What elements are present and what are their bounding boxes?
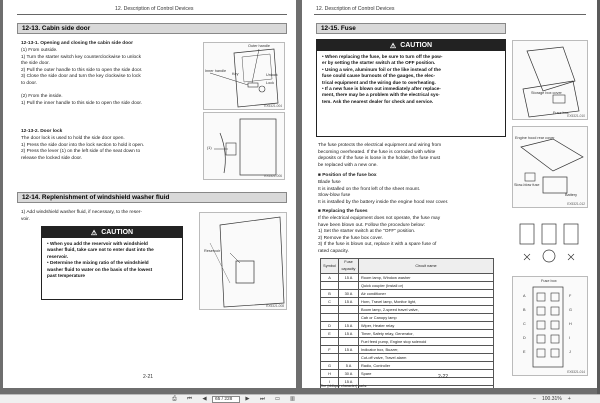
reservoir-illustration	[200, 213, 288, 311]
two-page-icon[interactable]: ▥	[289, 396, 296, 402]
label-key: Key	[232, 72, 239, 76]
fuse-slot	[551, 307, 559, 315]
label-engine-hood: Engine hood rear cover	[515, 136, 555, 140]
caution-label: CAUTION	[101, 229, 134, 236]
cell-symbol	[321, 338, 339, 346]
fuse-letter: F	[569, 294, 572, 298]
label-slow-blow: Slow-blow fuse	[514, 183, 540, 187]
fuse-letter: B	[523, 308, 526, 312]
cell-circuit: Timer, Safety relay, Generator,	[359, 330, 494, 338]
fuse-slot	[537, 293, 545, 301]
zoom-out-icon[interactable]: −	[532, 396, 537, 402]
label-lock: Lock	[266, 81, 275, 85]
cell-circuit: Radio, Controller	[359, 362, 494, 370]
figure-code: EX5321-004	[264, 104, 282, 108]
label-storage-box-cover: Storage box cover	[531, 91, 562, 95]
page-header: 12. Description of Control Devices	[316, 6, 395, 12]
table-row	[321, 330, 494, 338]
fuse-slot	[551, 349, 559, 357]
fuse-slot	[537, 307, 545, 315]
door-lock-illustration	[204, 113, 286, 181]
fuse-puller-illustration	[512, 214, 588, 272]
cell-circuit: Indicator box, Buzzer,	[359, 346, 494, 354]
section-title-washer-fluid: 12-14. Replenishment of windshield washer fluid	[17, 192, 287, 203]
caution-text: • When you add the reservoir with windshield washer fluid, take care not to enter dust into the reservoir. • Determine the mixing ratio of the windshield washer fluid to water on the basis of the lowest past temperature	[47, 241, 154, 279]
figure-door-lock	[203, 112, 285, 180]
fuse-intro-text: The fuse protects the electrical equipment and wiring from becoming overheated. If the fuse is corroded with white deposits or if the fuse is loose in the holder, the fuse must be replaced with a new one.	[318, 143, 442, 168]
cell-circuit: Room lamp, Window washer	[359, 274, 494, 282]
fuse-slot	[537, 335, 545, 343]
fuse-letter: E	[523, 350, 526, 354]
viewer-toolbar	[0, 394, 600, 403]
seat-mount-illustration	[513, 41, 589, 121]
cell-circuit: Fuel feed pump, Engine stop solenoid	[359, 338, 494, 346]
fuse-table-header	[321, 259, 494, 274]
header-capacity: Fuse capacity	[339, 259, 359, 274]
subsection-text-door-lock: The door lock is used to hold the side door open. 1) Press the side door into the lock section to hold it open. 2) Press the lever (1) on the left side of the seat down to release the locked side door.	[21, 136, 145, 161]
page-2-21	[3, 0, 296, 388]
header-rule	[314, 14, 586, 15]
table-row	[321, 290, 494, 298]
fuse-slot	[537, 321, 545, 329]
label-unlock: Unlock	[266, 73, 278, 77]
cell-capacity: 5 A	[339, 362, 359, 370]
page-header: 12. Description of Control Devices	[115, 6, 194, 12]
cell-symbol: B	[321, 290, 339, 298]
first-page-icon[interactable]: ⏮	[186, 395, 193, 402]
cell-symbol: G	[321, 362, 339, 370]
fuse-box-diagram	[513, 277, 589, 377]
figure-code: EX5321-010	[567, 114, 585, 118]
caution-header	[317, 40, 505, 51]
cell-circuit: Air conditioner	[359, 290, 494, 298]
section-title-fuse: 12-15. Fuse	[316, 23, 506, 34]
table-row	[321, 346, 494, 354]
cell-capacity: 15 A	[339, 378, 359, 386]
warning-triangle-icon: ⚠	[90, 229, 98, 237]
fuse-slot	[551, 335, 559, 343]
cell-capacity: 15 A	[339, 322, 359, 330]
section-title-cabin-door: 12-13. Cabin side door	[17, 23, 287, 34]
cell-symbol: D	[321, 322, 339, 330]
fuse-letter: D	[523, 336, 526, 340]
figure-fuse-location	[512, 40, 588, 120]
prev-page-icon[interactable]: ◀	[202, 396, 207, 402]
caution-header	[42, 227, 182, 238]
fuse-replace-text: If the electrical equipment does not operate, the fuse may have been blown out. Follow the procedure below: 1) Set the starter switch at the "OFF" position. 2) Remove the fuse box cover. 3) If the fuse is blown out, replace it with a spare fuse of rated capacity.	[318, 216, 441, 254]
cell-symbol: H	[321, 370, 339, 378]
cell-symbol: F	[321, 346, 339, 354]
cell-symbol	[321, 306, 339, 314]
cell-symbol: I	[321, 378, 339, 386]
cell-symbol: A	[321, 274, 339, 282]
label-fuse-box: Fuse box	[553, 111, 569, 115]
table-row	[321, 354, 494, 362]
page-number: 2-22	[438, 374, 449, 380]
cell-capacity	[339, 314, 359, 322]
figure-door-handles	[203, 42, 285, 110]
washer-fluid-text: 1) Add windshield washer fluid, if necessary, to the reser- voir.	[21, 210, 142, 222]
figure-code: EX5321-012	[567, 202, 585, 206]
fuse-table-body	[321, 274, 494, 389]
print-icon[interactable]: ⎙	[172, 395, 177, 402]
fuse-position-text: Blade fuse It is installed on the front left of the sheet mount. Slow-blow fuse It is installed by the battery inside the engine hood rear cover.	[318, 180, 449, 205]
cell-circuit: Quick coupler (Install or)	[359, 282, 494, 290]
caution-label: CAUTION	[400, 42, 433, 49]
warning-triangle-icon: ⚠	[389, 42, 397, 50]
figure-code: EX5321-006	[264, 174, 282, 178]
header-rule	[17, 14, 287, 15]
table-row	[321, 306, 494, 314]
caution-text: • When replacing the fuse, be sure to turn off the pow- er by setting the starter switch at the OFF position. • Using a wire, aluminum foil or the like instead of the fuse could cause burnouts of the gauges, the elec- trical equipment and the wiring due to overheating. • If a new fuse is blown out immediately after replace- ment, there may be a problem with the electrical sys- tem. Ask the nearest dealer for check and service.	[322, 54, 443, 104]
fuse-slot	[537, 349, 545, 357]
label-lever-1: (1)	[207, 146, 212, 150]
figure-code: EX5321-008	[266, 304, 284, 308]
cell-circuit: Cut-off valve, Travel alarm	[359, 354, 494, 362]
page-2-22	[302, 0, 598, 388]
cell-symbol	[321, 314, 339, 322]
last-page-icon[interactable]: ⏭	[259, 395, 266, 402]
cell-circuit: Boom lamp, 2-speed travel valve,	[359, 306, 494, 314]
zoom-in-icon[interactable]: +	[567, 396, 571, 402]
fuse-letter: G	[569, 308, 572, 312]
fit-page-icon[interactable]: ▭	[274, 396, 281, 402]
fuse-position-title: ■ Position of the fuse box	[318, 173, 377, 178]
table-row	[321, 298, 494, 306]
caution-box-washer	[41, 226, 183, 300]
subsection-title-open-close: 12-13-1. Opening and closing the cabin side door	[21, 41, 133, 46]
header-symbol: Symbol	[321, 259, 339, 274]
cell-capacity	[339, 282, 359, 290]
fuse-replace-title: ■ Replacing the fuses	[318, 209, 368, 214]
cell-symbol: E	[321, 330, 339, 338]
next-page-icon[interactable]: ▶	[245, 396, 250, 402]
cell-circuit: Spare	[359, 370, 494, 378]
table-row	[321, 338, 494, 346]
door-handle-illustration	[204, 43, 286, 111]
fuse-table-note: The (oblique character) parts:	[320, 384, 368, 388]
table-row	[321, 362, 494, 370]
cell-capacity	[339, 338, 359, 346]
label-battery: Battery	[565, 193, 578, 197]
cell-symbol	[321, 282, 339, 290]
fuse-table	[320, 258, 494, 388]
label-inner-handle: Inner handle	[205, 69, 227, 73]
cell-capacity: 15 A	[339, 298, 359, 306]
cell-capacity: 30 A	[339, 290, 359, 298]
cell-circuit: Wiper, Heater relay	[359, 322, 494, 330]
figure-reservoir	[199, 212, 287, 310]
subsection-title-door-lock: 12-13-2. Door lock	[21, 129, 63, 134]
fuse-letter: I	[569, 336, 571, 340]
page-number: 2-21	[143, 374, 154, 380]
cell-capacity: 15 A	[339, 346, 359, 354]
cell-circuit: Horn, Travel lamp, Monitor light,	[359, 298, 494, 306]
cell-capacity	[339, 354, 359, 362]
cell-capacity	[339, 306, 359, 314]
figure-fuse-pullers	[512, 214, 588, 272]
table-row	[321, 314, 494, 322]
figure-slow-blow	[512, 126, 588, 208]
fuse-letter: A	[523, 294, 526, 298]
header-circuit: Circuit name	[359, 259, 494, 274]
cell-capacity: 15 A	[339, 330, 359, 338]
label-reservoir: Reservoir	[204, 249, 221, 253]
label-outer-handle: Outer handle	[248, 44, 270, 48]
cell-capacity: 15 A	[339, 274, 359, 282]
figure-fuse-box-layout	[512, 276, 588, 376]
cell-capacity: 30 A	[339, 370, 359, 378]
subsection-text-open-close: (1) From outside. 1) Turn the starter switch key counterclockwise to unlock the side door. 2) Pull the outer handle to this side to open the side door. 3) Close the side door and turn the key clockwise to lock to door. (2) From the inside. 1) Pull the inner handle to this side to open the side door.	[21, 48, 143, 106]
figure-code: EX5321-014	[567, 370, 585, 374]
cell-circuit: Cab or Canopy lamp	[359, 314, 494, 322]
table-row	[321, 282, 494, 290]
cell-symbol	[321, 354, 339, 362]
fuse-letter: J	[569, 350, 571, 354]
fuse-letter: H	[569, 322, 572, 326]
page-number-input[interactable]: 65 / 228	[212, 396, 240, 403]
table-row	[321, 322, 494, 330]
fuse-slot	[551, 293, 559, 301]
fuse-slot	[551, 321, 559, 329]
zoom-level[interactable]: 100.31%	[542, 396, 562, 402]
table-row	[321, 274, 494, 282]
cell-symbol: C	[321, 298, 339, 306]
table-row	[321, 370, 494, 378]
fuse-letter: C	[523, 322, 526, 326]
caution-box-fuse	[316, 39, 506, 137]
label-fuse-box-diagram: Fuse box	[541, 279, 557, 283]
